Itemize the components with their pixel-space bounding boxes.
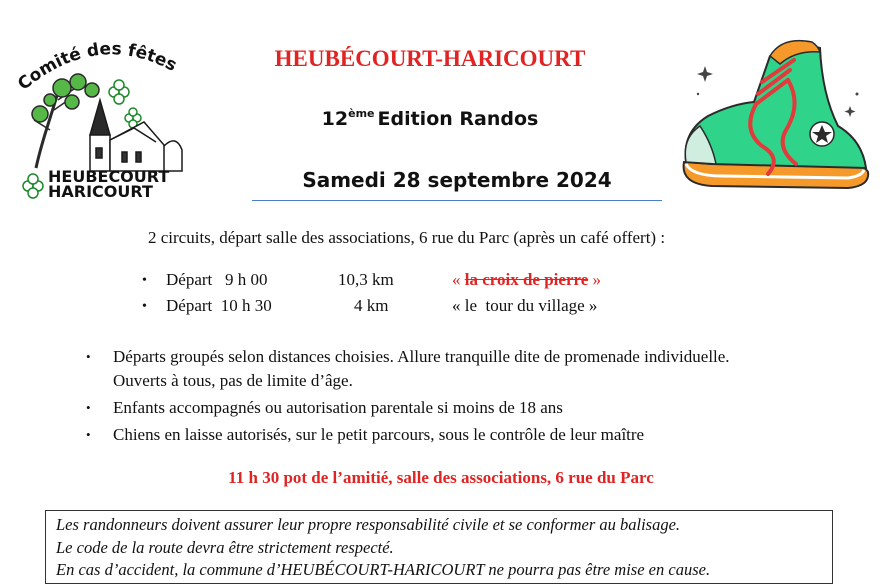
circuit-distance: 4 km [354, 296, 389, 315]
bullet: • [86, 349, 91, 364]
event-date: Samedi 28 septembre 2024 [252, 168, 662, 201]
small-flower-icon [23, 174, 43, 198]
rule-text: Départs groupés selon distances choisies. Allure tranquille dite de promenade individuelle. [113, 347, 730, 366]
circuit-name: « la croix de pierre » [452, 270, 602, 289]
bullet: • [86, 427, 91, 442]
circuit-distance: 10,3 km [338, 270, 394, 289]
logo-line2: HARICOURT [48, 182, 153, 200]
circuit-name: « le tour du village » [452, 296, 598, 315]
pot-announcement: 11 h 30 pot de l’amitié, salle des associations, 6 rue du Parc [228, 468, 654, 487]
logo-arc-text: Comité des fêtes [14, 39, 180, 95]
rule-text: Enfants accompagnés ou autorisation parentale si moins de 18 ans [113, 398, 563, 417]
rule-text-continued: Ouverts à tous, pas de limite d’âge. [113, 371, 353, 390]
rules-list [82, 345, 862, 450]
sneaker-illustration [672, 34, 877, 194]
circuit-departure: Départ 9 h 00 [166, 270, 268, 289]
rule-item [82, 423, 862, 447]
town-title: HEUBÉCOURT-HARICOURT [274, 46, 586, 71]
circuits-intro: 2 circuits, départ salle des associations, 6 rue du Parc (après un café offert) : [148, 228, 666, 247]
bullet: • [142, 299, 147, 314]
circuit-departure: Départ 10 h 30 [166, 296, 272, 315]
circuit-name-struck: la croix de pierre [464, 270, 589, 289]
rule-item [82, 345, 862, 393]
edition-suffix: ème [348, 107, 375, 120]
bullet: • [142, 273, 147, 288]
comite-des-fetes-logo [14, 30, 194, 200]
disclaimer-line: Le code de la route devra être strictement respecté. [56, 537, 394, 557]
edition-heading [240, 107, 620, 130]
rule-text: Chiens en laisse autorisés, sur le petit parcours, sous le contrôle de leur maître [113, 425, 645, 444]
logo-line1: HEUBECOURT [48, 167, 170, 186]
edition-number: 12 [321, 108, 349, 130]
disclaimer-line: Les randonneurs doivent assurer leur propre responsabilité civile et se conformer au balisage. [56, 515, 681, 534]
tree-illustration [32, 74, 99, 168]
disclaimer-box [45, 510, 833, 584]
rule-item [82, 396, 862, 420]
disclaimer-line: En cas d’accident, la commune d’HEUBÉCOURT-HARICOURT ne pourra pas être mise en cause. [56, 560, 711, 579]
edition-label: Edition Randos [377, 108, 539, 130]
bullet: • [86, 400, 91, 415]
flower-icon [109, 80, 141, 128]
